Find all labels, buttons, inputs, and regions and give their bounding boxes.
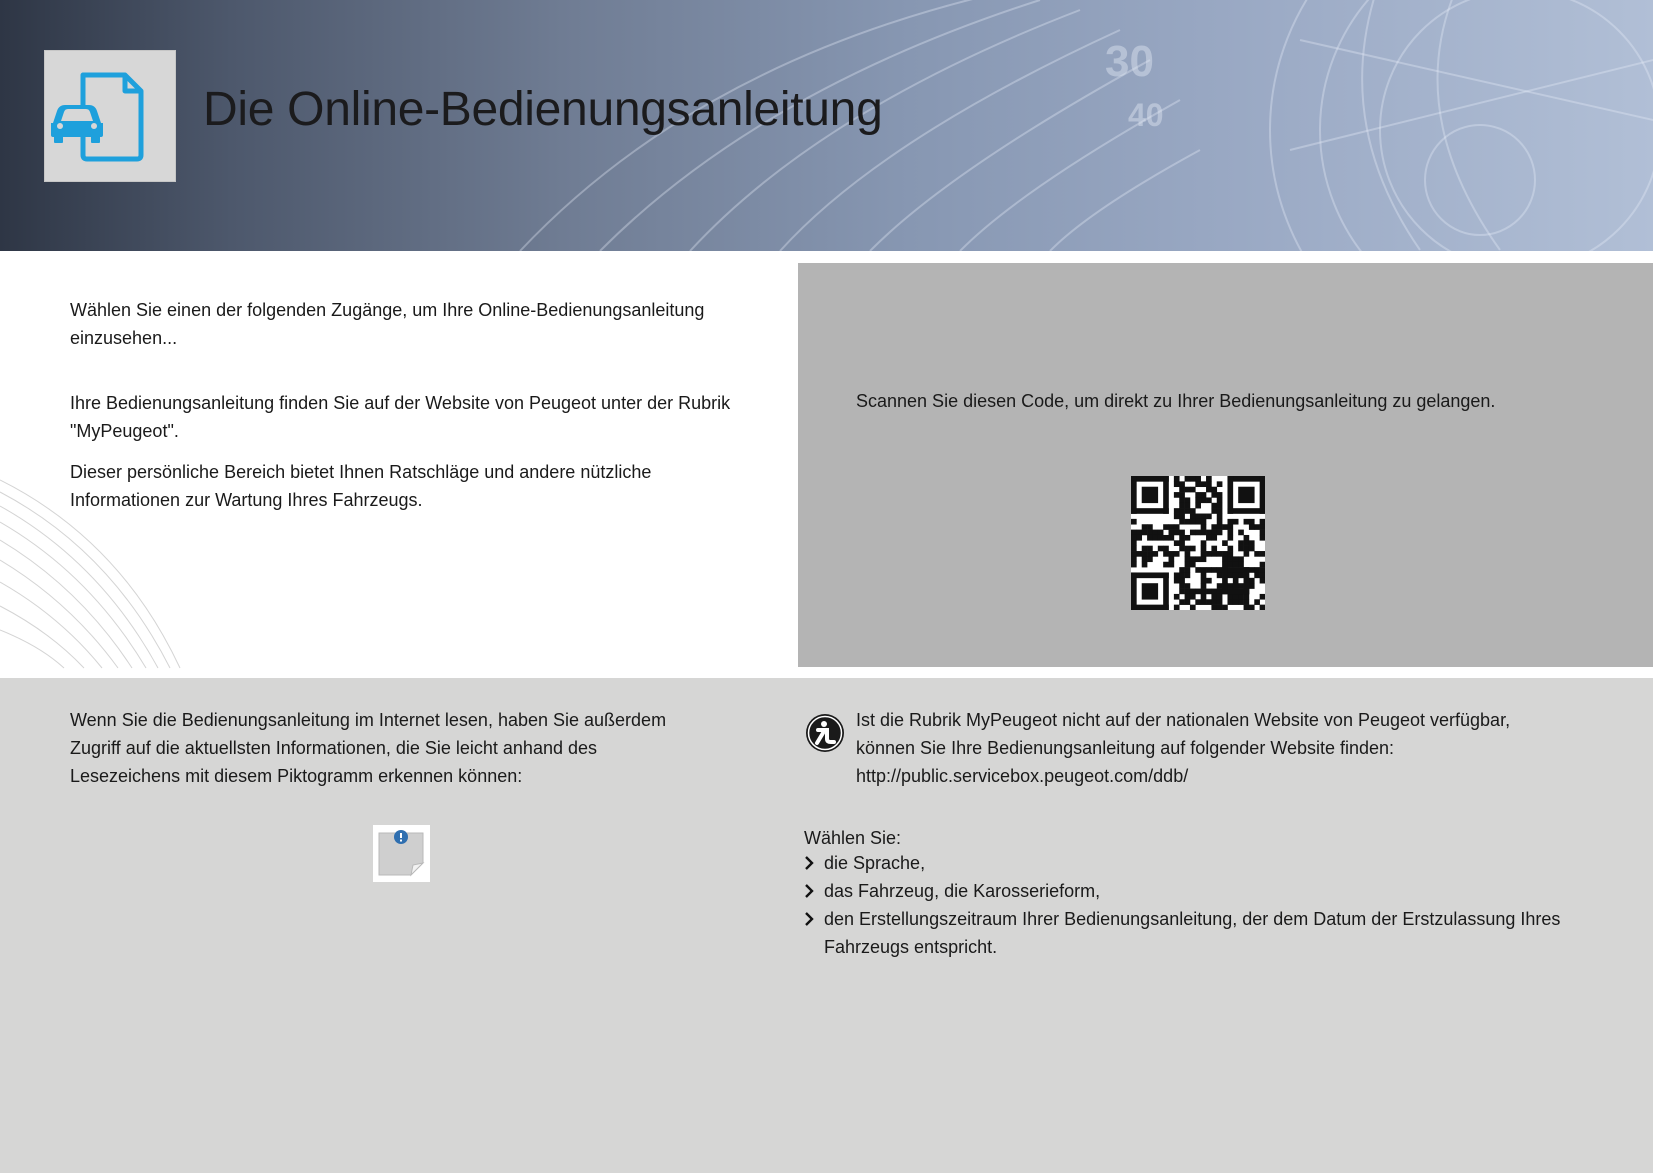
list-item <box>804 849 1564 877</box>
chevron-right-icon <box>804 856 814 870</box>
bookmark-text: Wenn Sie die Bedienungsanleitung im Internet lesen, haben Sie außerdem Zugriff auf die aktuellsten Informationen, die Sie leicht anhand des Lesezeichens mit diesem Piktogramm erkennen können: <box>70 710 667 786</box>
manual-logo <box>44 50 176 182</box>
speedo-label: 30 <box>1105 37 1154 86</box>
choice-language: die Sprache, <box>824 853 926 873</box>
choice-list <box>804 849 1564 961</box>
chevron-right-icon <box>804 912 814 926</box>
servicebox-url[interactable]: http://public.servicebox.peugeot.com/ddb/ <box>856 766 1189 786</box>
fallback-line-2: können Sie Ihre Bedienungsanleitung auf folgender Website finden: <box>856 738 1395 758</box>
qr-code[interactable] <box>1131 476 1265 610</box>
qr-instruction: Scannen Sie diesen Code, um direkt zu Ihrer Bedienungsanleitung zu gelangen. <box>856 391 1496 411</box>
choice-vehicle: das Fahrzeug, die Karosserieform, <box>824 881 1101 901</box>
personal-area-text: Dieser persönliche Bereich bietet Ihnen Ratschläge und andere nützliche Informationen zur Wartung Ihres Fahrzeugs. <box>70 462 652 510</box>
choice-period: den Erstellungszeitraum Ihrer Bedienungsanleitung, der dem Datum der Erstzulassung Ihres Fahrzeugs entspricht. <box>824 909 1561 957</box>
chevron-right-icon <box>804 884 814 898</box>
list-item <box>804 877 1564 905</box>
car-document-icon <box>45 51 175 181</box>
bookmark-pictogram <box>373 825 430 882</box>
website-text: Ihre Bedienungsanleitung finden Sie auf der Website von Peugeot unter der Rubrik "MyPeugeot". <box>70 393 731 441</box>
page-title: Die Online-Bedienungsanleitung <box>203 83 883 136</box>
choose-label: Wählen Sie: <box>804 828 902 848</box>
info-icon <box>805 713 845 753</box>
bookmark-note-icon <box>373 825 430 882</box>
list-item <box>804 905 1564 961</box>
speedo-label: 40 <box>1128 97 1164 133</box>
qr-panel <box>798 263 1653 667</box>
intro-lead: Wählen Sie einen der folgenden Zugänge, um Ihre Online-Bedienungsanleitung einzusehen... <box>70 300 705 348</box>
qr-code-icon <box>1131 476 1265 610</box>
fallback-line-1: Ist die Rubrik MyPeugeot nicht auf der nationalen Website von Peugeot verfügbar, <box>856 710 1511 730</box>
header-banner <box>0 0 1653 251</box>
